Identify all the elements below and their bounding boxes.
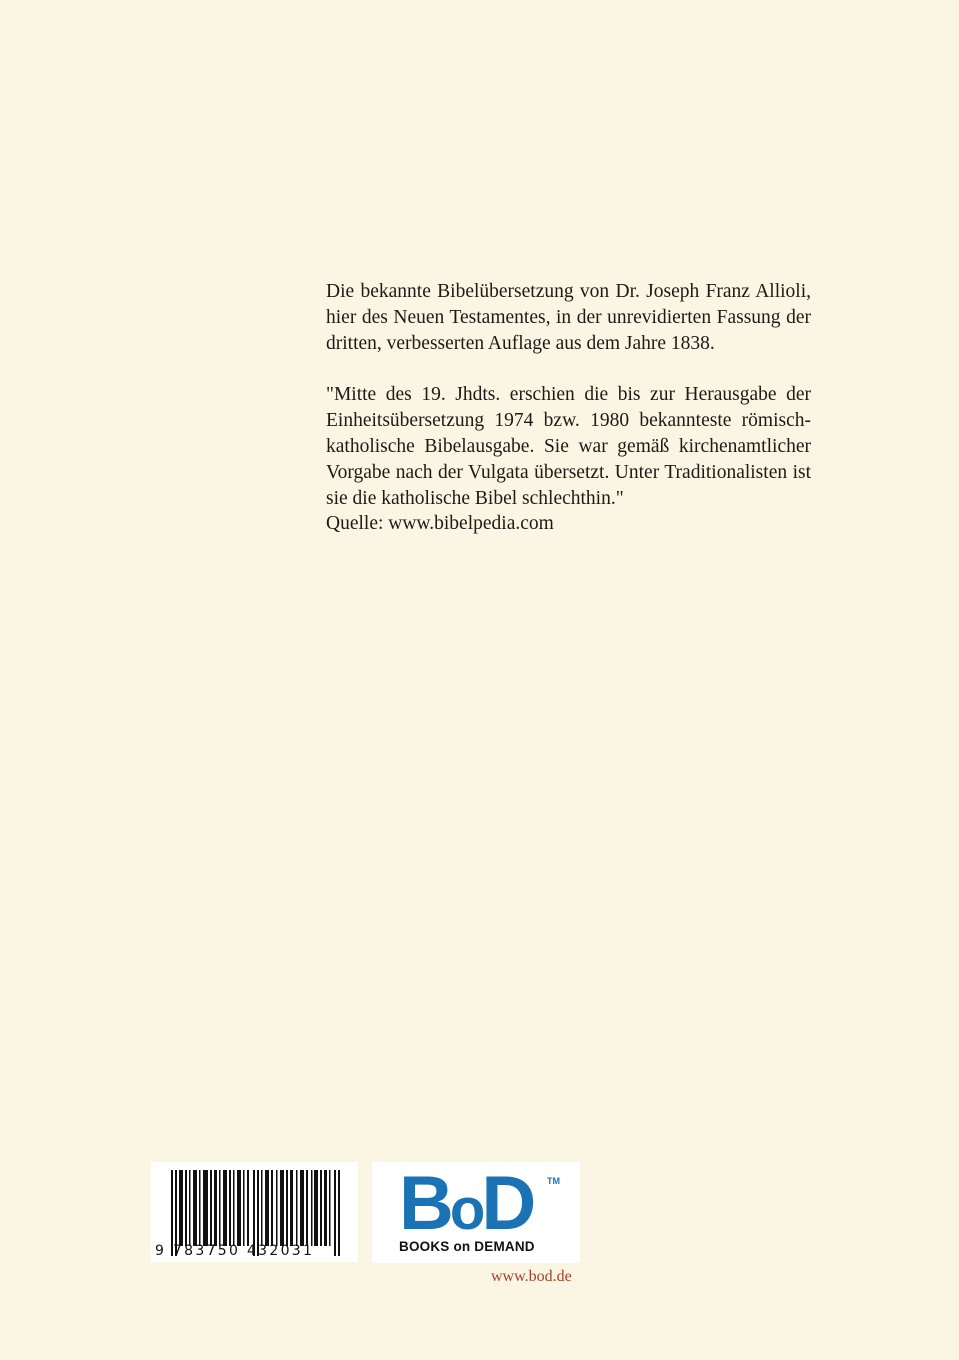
back-cover-blurb: [326, 279, 811, 537]
blurb-paragraph-2: "Mitte des 19. Jhdts. erschien die bis zur Herausgabe der Einheitsübersetzung 1974 bzw. 1980 bekannteste römisch-katholische Bibelausgabe. Sie war gemäß kirchenamtlicher Vorgabe nach der Vulgata übersetzt. Unter Traditionalisten ist sie die katholische Bibel schlechthin.": [326, 384, 811, 509]
trademark-symbol: TM: [547, 1176, 560, 1186]
isbn-barcode: [151, 1162, 358, 1262]
publisher-logo: [372, 1162, 580, 1263]
publisher-url: www.bod.de: [491, 1268, 572, 1285]
blurb-source: Quelle: www.bibelpedia.com: [326, 513, 554, 535]
isbn-number: 9 783750 432031: [155, 1243, 315, 1259]
bod-logo-icon: BoD: [399, 1161, 533, 1246]
publisher-tagline: BOOKS on DEMAND: [399, 1239, 535, 1254]
blurb-paragraph-1: Die bekannte Bibelübersetzung von Dr. Joseph Franz Allioli, hier des Neuen Testamentes, in der unrevidierten Fassung der dritten, verbesserten Auflage aus dem Jahre 1838.: [326, 281, 811, 354]
